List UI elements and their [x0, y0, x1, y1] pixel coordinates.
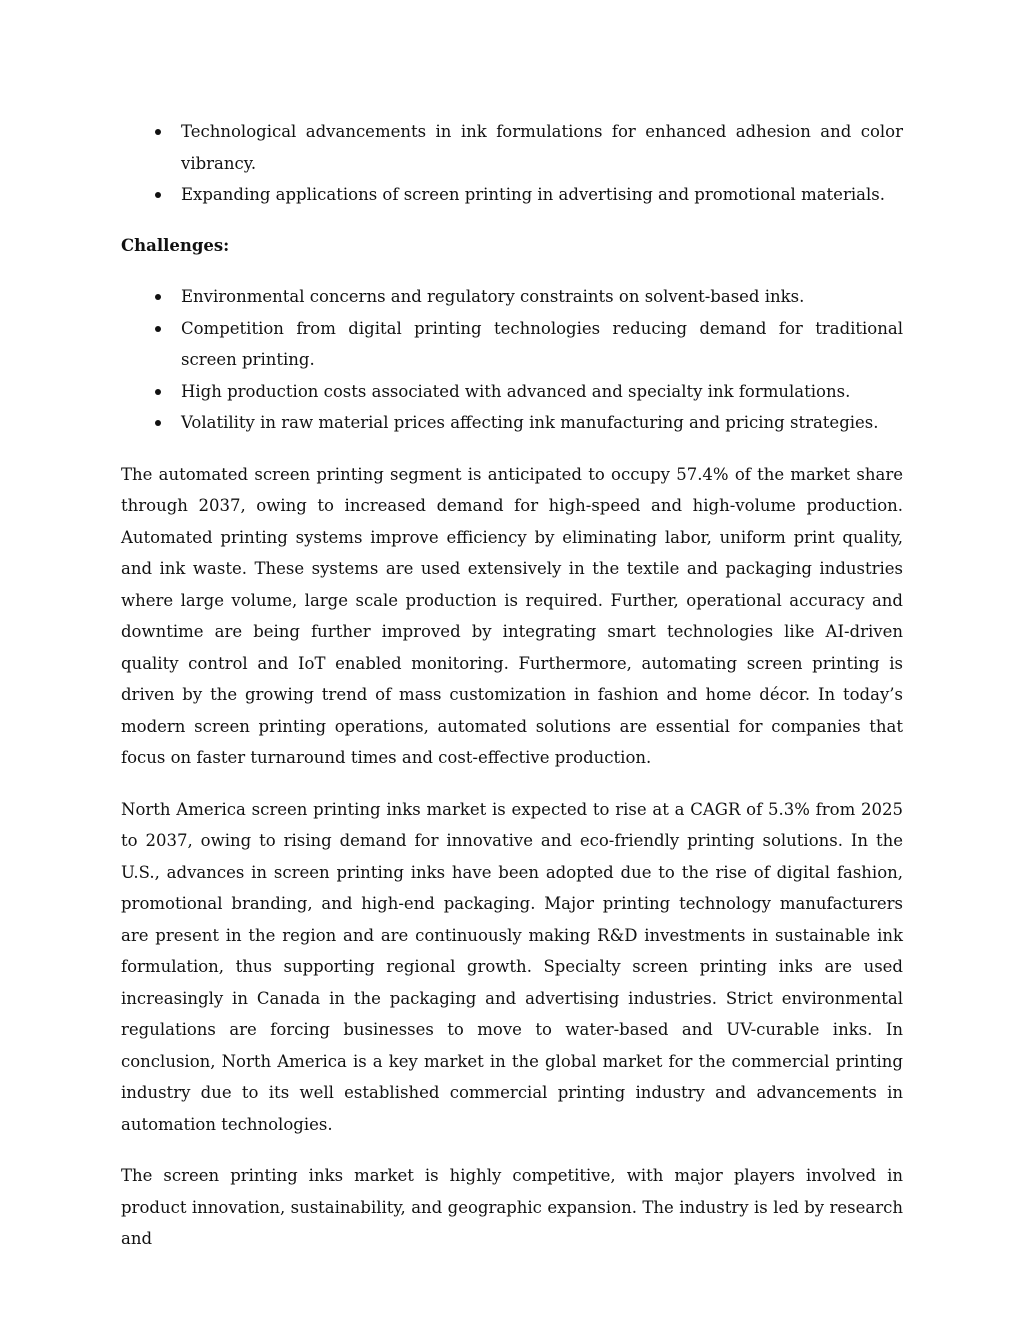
list-item-text: High production costs associated with advanced and specialty ink formulations. [181, 381, 851, 401]
document-page [121, 116, 903, 1275]
paragraph-automated-segment: The automated screen printing segment is anticipated to occupy 57.4% of the market share through 2037, owing to increased demand for high-speed and high-volume production. Automated printing systems improve efficiency by eliminating labor, uniform print quality, and ink waste. These systems are used extensively in the textile and packaging industries where large volume, large scale production is required. Further, operational accuracy and downtime are being further improved by integrating smart technologies like AI-driven quality control and IoT enabled monitoring. Furthermore, automating screen printing is driven by the growing trend of mass customization in fashion and home décor. In today’s modern screen printing operations, automated solutions are essential for companies that focus on faster turnaround times and cost-effective production. [121, 464, 903, 767]
list-item-text: Environmental concerns and regulatory constraints on solvent-based inks. [181, 287, 805, 306]
list-item [121, 376, 903, 408]
list-item [121, 313, 903, 376]
bullet-icon [155, 192, 161, 198]
bullet-icon [155, 389, 161, 395]
spacer [121, 439, 903, 459]
bullet-icon [155, 326, 161, 332]
challenges-list [121, 281, 903, 439]
list-item-text: Technological advancements in ink formulations for enhanced adhesion and color vibrancy. [181, 122, 903, 173]
list-item-text: Competition from digital printing technologies reducing demand for traditional screen printing. [181, 318, 903, 369]
list-item-text: Volatility in raw material prices affecting ink manufacturing and pricing strategies. [181, 413, 879, 432]
list-item [121, 407, 903, 439]
list-item [121, 179, 903, 211]
list-item [121, 116, 903, 179]
bullet-icon [155, 294, 161, 300]
list-item-text: Expanding applications of screen printing in advertising and promotional materials. [181, 185, 885, 204]
bullet-icon [155, 420, 161, 426]
opportunities-list [121, 116, 903, 211]
list-item [121, 281, 903, 313]
challenges-heading: Challenges: [121, 235, 230, 255]
paragraph-competitive-landscape: The screen printing inks market is highly competitive, with major players involved in product innovation, sustainability, and geographic expansion. The industry is led by research and [121, 1166, 903, 1248]
paragraph-north-america: North America screen printing inks market is expected to rise at a CAGR of 5.3% from 2025 to 2037, owing to rising demand for innovative and eco-friendly printing solutions. In the U.S., advances in screen printing inks have been adopted due to the rise of digital fashion, promotional branding, and high-end packaging. Major printing technology manufacturers are present in the region and are continuously making R&D investments in sustainable ink formulation, thus supporting regional growth. Specialty screen printing inks are used increasingly in Canada in the packaging and advertising industries. Strict environmental regulations are forcing businesses to move to water-based and UV-curable inks. In conclusion, North America is a key market in the global market for the commercial printing industry due to its well established commercial printing industry and advancements in automation technologies. [121, 799, 903, 1134]
bullet-icon [155, 129, 161, 135]
